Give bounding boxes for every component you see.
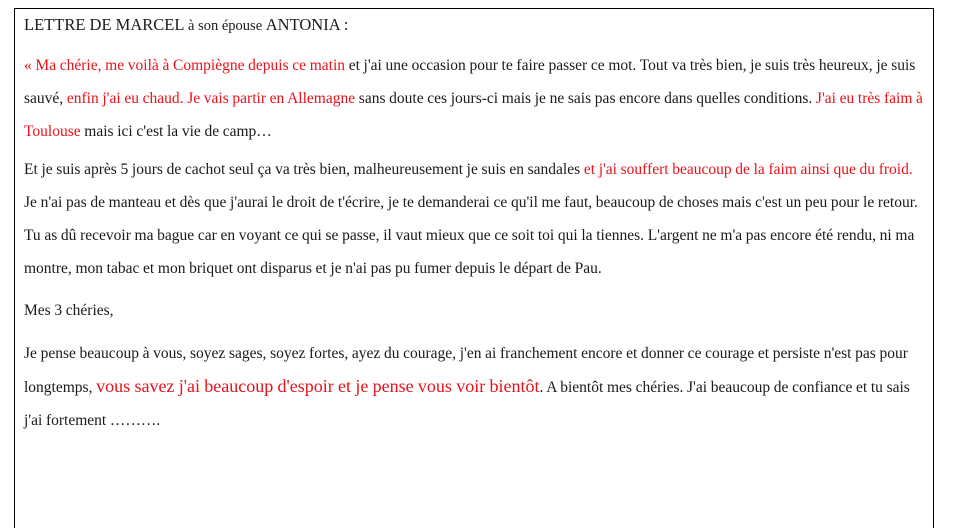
highlight-allemagne: enfin j'ai eu chaud. Je vais partir en Allemagne <box>66 90 356 107</box>
heading-recipient: ANTONIA : <box>265 15 349 34</box>
paragraph-1-text-a: et j'ai une occasion pour te faire passer ce mot. Tout va très bien, je suis très heureux, je suis sauvé, <box>24 57 916 107</box>
letter-container <box>14 8 934 528</box>
paragraph-2-text-a: Et je suis après 5 jours de cachot seul ça va très bien, malheureusement je suis en sandales <box>24 161 584 178</box>
letter-paragraph-2 <box>24 153 925 285</box>
letter-paragraph-4 <box>24 337 925 437</box>
highlight-toulouse: J'ai eu très faim à Toulouse <box>24 90 923 140</box>
heading-title: LETTRE DE MARCEL <box>24 15 185 34</box>
paragraph-2-text-b: Je n'ai pas de manteau et dès que j'aurai le droit de t'écrire, je te demanderai ce qu'il me faut, beaucoup de choses mais c'est un peu pour le retour. Tu as dû recevoir ma bague car en voyant ce qui se passe, il vaut mieux que ce soit toi qui la tiennes. L'argent ne m'a pas encore été rendu, ni ma montre, mon tabac et mon briquet ont disparus et je n'ai pas pu fumer depuis le départ de Pau. <box>24 194 918 277</box>
letter-heading <box>24 14 925 37</box>
highlight-faim-froid: et j'ai souffert beaucoup de la faim ainsi que du froid. <box>583 161 913 178</box>
heading-subtitle: à son épouse <box>184 18 266 34</box>
paragraph-4-text-b: . A bientôt mes chéries. J'ai beaucoup de confiance et tu sais j'ai fortement ………. <box>24 379 910 429</box>
highlight-compiegne: « Ma chérie, me voilà à Compiègne depuis ce matin <box>24 57 346 74</box>
paragraph-1-text-c: mais ici c'est la vie de camp… <box>80 123 272 140</box>
paragraph-4-text-a: Je pense beaucoup à vous, soyez sages, soyez fortes, ayez du courage, j'en ai franchement encore et donner ce courage et persiste n'est pas pour longtemps, <box>24 345 908 396</box>
letter-paragraph-1 <box>24 49 925 148</box>
greeting-text: Mes 3 chéries, <box>24 302 114 319</box>
letter-paragraph-3 <box>24 294 925 327</box>
highlight-espoir: vous savez j'ai beaucoup d'espoir et je pense vous voir bientôt <box>96 376 540 396</box>
paragraph-1-text-b: sans doute ces jours-ci mais je ne sais pas encore dans quelles conditions. <box>355 90 816 107</box>
